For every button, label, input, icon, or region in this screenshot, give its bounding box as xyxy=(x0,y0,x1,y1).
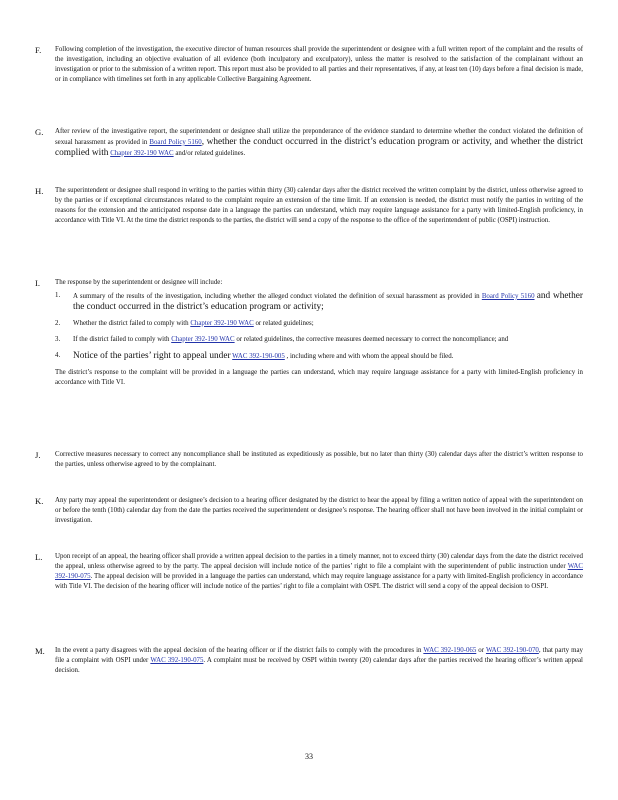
text: , whether the conduct occurred in the district’s education program or activity, and whether the district complied with xyxy=(55,136,583,158)
board-policy-link[interactable]: Board Policy 5160 xyxy=(149,138,202,146)
paragraph: Following completion of the investigation, the executive director of human resources shall provide the superintendent or designee with a full written report of the complaint and the results of the investigation, including an objective evaluation of all evidence (both inculpatory and exculpatory), unless the matter is resolved to the satisfaction of the complainant without an investigation or prior to the submission of a written report. This report must also be provided to all parties and their representatives, if any, at least ten (10) days before a final decision is made, or in compliance with timelines set forth in any applicable Collective Bargaining Agreement. xyxy=(55,46,583,83)
section-body xyxy=(55,127,583,159)
section-letter: G. xyxy=(35,127,44,137)
section-letter: L. xyxy=(35,552,43,562)
section-g xyxy=(35,127,583,159)
section-body xyxy=(55,496,583,526)
wac-link[interactable]: WAC 392-190-075 xyxy=(150,656,204,664)
section-letter: F. xyxy=(35,45,42,55)
text: After review of the investigative report, the superintendent or designee shall utilize the preponderance of the evidence standard to determine whether the conduct violated the definition of sexual harassment as provided in xyxy=(55,128,583,146)
text: or related guidelines, the corrective measures deemed necessary to correct the noncompliance; and xyxy=(236,335,509,343)
wac-link[interactable]: WAC 392-190-065 xyxy=(423,647,477,654)
text: . The appeal decision will be provided in a language the parties can understand, which may require language assistance for a party with limited-English proficiency in accordance with Title VI. The decision of the hearing officer will include notice of the parties’ right to file a complaint with OSPI. The district will send a copy of the appeal decision to OSPI. xyxy=(55,572,583,590)
text: or xyxy=(478,647,485,654)
section-l xyxy=(35,552,583,592)
text: If the district failed to comply with xyxy=(73,335,170,343)
list-item xyxy=(55,319,583,329)
text: , that party may file a complaint with OSPI under xyxy=(55,647,583,664)
wac-link[interactable]: WAC 392-190-075 xyxy=(55,562,583,580)
text: and whether the conduct occurred in the district’s education program or activity; xyxy=(73,290,583,312)
section-body xyxy=(55,646,583,676)
item-number: 4. xyxy=(55,351,61,359)
wac-chapter-link[interactable]: Chapter 392-190 WAC xyxy=(110,149,174,157)
paragraph xyxy=(55,127,583,159)
section-letter: H. xyxy=(35,186,44,196)
wac-chapter-link[interactable]: Chapter 392-190 WAC xyxy=(171,335,235,343)
text: In the event a party disagrees with the appeal decision of the hearing officer or if the district fails to comply with the procedures in xyxy=(55,647,422,654)
board-policy-link[interactable]: Board Policy 5160 xyxy=(481,292,535,300)
intro: The response by the superintendent or designee will include: xyxy=(55,279,223,286)
wac-link[interactable]: WAC 392-190-005 xyxy=(232,352,285,360)
response-list xyxy=(55,291,583,362)
section-letter: J. xyxy=(35,450,41,460)
paragraph: The superintendent or designee shall respond in writing to the parties within thirty (30) calendar days after the district received the written complaint by the district, unless otherwise agreed to by the parties or if exceptional circumstances related to the complaint require an extension of the time limit. If an extension is needed, the district must notify the parties in writing of the reasons for the extension and the anticipated response date in a language the parties can understand, which may require language assistance for a party with limited-English proficiency, in accordance with Title VI. At the time the district responds to the parties, the district will send a copy of the response to the office of the superintendent of public (OSPI) instruction. xyxy=(55,187,583,224)
text: . A complaint must be received by OSPI within twenty (20) calendar days after the parties received the hearing officer’s written appeal decision. xyxy=(55,656,583,674)
section-body xyxy=(55,450,583,470)
list-item xyxy=(55,351,583,362)
wac-link[interactable]: WAC 392-190-070 xyxy=(485,647,539,654)
item-number: 1. xyxy=(55,291,61,299)
section-letter: I. xyxy=(35,278,41,288)
section-f xyxy=(35,45,583,85)
list-item xyxy=(55,291,583,313)
closing-paragraph: The district’s response to the complaint will be provided in a language the parties can understand, which may require language assistance for a party with limited-English proficiency in accordance with Title VI. xyxy=(55,368,583,386)
paragraph: Corrective measures necessary to correct any noncompliance shall be instituted as expeditiously as possible, but no later than thirty (30) calendar days after the district’s written response to the parties, unless otherwise agreed to by the complainant. xyxy=(55,451,583,468)
section-body xyxy=(55,552,583,592)
paragraph: Any party may appeal the superintendent or designee’s decision to a hearing officer designated by the district to hear the appeal by filing a written notice of appeal with the superintendent on or before the tenth (10th) calendar day from the date the parties received the superintendent or designee’s response. The hearing officer shall not have been involved in the initial complaint or investigation. xyxy=(55,497,583,524)
section-body xyxy=(55,45,583,85)
section-body xyxy=(55,278,583,388)
section-letter: K. xyxy=(35,496,44,506)
text: or related guidelines; xyxy=(255,319,314,327)
text: Upon receipt of an appeal, the hearing officer shall provide a written appeal decision to the parties in a timely manner, not to exceed thirty (30) calendar days from the date the district received the appeal, unless otherwise agreed to by the party. The appeal decision will include notice of the parties’ right to file a complaint with the superintendent of public instruction under xyxy=(55,553,583,570)
text: A summary of the results of the investigation, including whether the alleged conduct violated the definition of sexual harassment as provided in xyxy=(73,292,480,300)
item-number: 3. xyxy=(55,335,61,343)
section-k xyxy=(35,496,583,526)
item-number: 2. xyxy=(55,319,61,327)
section-h xyxy=(35,186,583,226)
wac-chapter-link[interactable]: Chapter 392-190 WAC xyxy=(190,319,254,327)
text: and/or related guidelines. xyxy=(175,149,246,157)
text: Whether the district failed to comply with xyxy=(73,319,189,327)
section-j xyxy=(35,450,583,470)
text: Notice of the parties’ right to appeal under xyxy=(73,350,231,361)
paragraph xyxy=(55,552,583,592)
list-item xyxy=(55,335,583,345)
text: , including where and with whom the appeal should be filed. xyxy=(286,352,454,360)
page-number: 33 xyxy=(305,752,313,761)
section-letter: M. xyxy=(35,646,45,656)
section-m xyxy=(35,646,583,676)
section-i xyxy=(35,278,583,388)
section-body xyxy=(55,186,583,226)
paragraph xyxy=(55,646,583,676)
